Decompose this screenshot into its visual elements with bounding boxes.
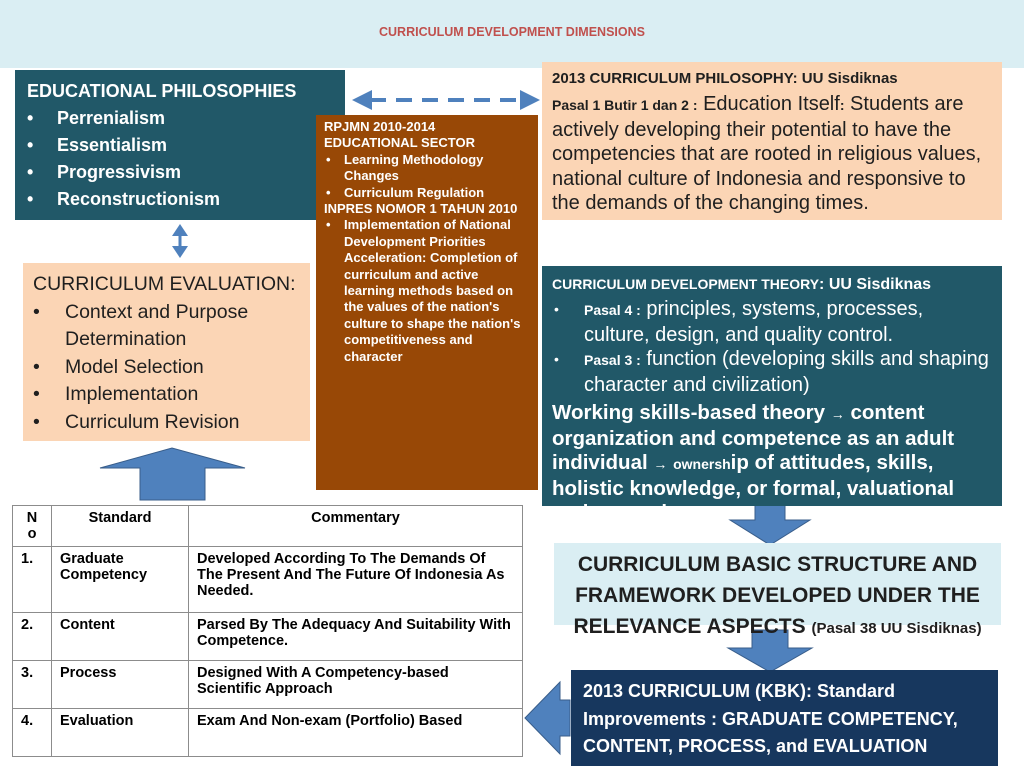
row-standard: Graduate Competency <box>52 547 189 613</box>
header-commentary: Commentary <box>189 506 523 547</box>
big-up-arrow <box>100 448 245 500</box>
row-commentary: Exam And Non-exam (Portfolio) Based <box>189 709 523 757</box>
educational-philosophies-box <box>15 70 345 220</box>
basic-structure-ref: (Pasal 38 UU Sisdiknas) <box>811 620 982 637</box>
evaluation-list <box>33 299 300 437</box>
evaluation-title: CURRICULUM EVALUATION: <box>33 273 296 295</box>
theory-title-prefix: CURRICULUM DEVELOPMENT THEORY <box>552 276 820 292</box>
row-commentary: Parsed By The Adequacy And Suitability With Competence. <box>189 613 523 661</box>
header-standard: Standard <box>52 506 189 547</box>
list-item <box>584 347 992 397</box>
list-item: • Curriculum Regulation <box>344 185 530 201</box>
table-row <box>13 613 523 661</box>
rpjmn-title: RPJMN 2010-2014 <box>324 119 436 134</box>
list-item: • Implementation of National Development Priorities Acceleration: Completion of curriculum and active learning methods based on the values of the nation's culture to shape the nation's competitiveness and character <box>344 217 530 365</box>
list-item: • Essentialism <box>57 132 333 159</box>
kbk-line1: 2013 CURRICULUM (KBK): Standard <box>583 681 896 701</box>
list-item: • Implementation <box>65 381 300 409</box>
list-item: • Curriculum Revision <box>65 409 300 437</box>
basic-structure-box <box>554 543 1001 638</box>
kbk-line3: CONTENT, PROCESS, and EVALUATION <box>583 736 928 756</box>
row-standard: Process <box>52 661 189 709</box>
arrowhead-right <box>520 90 540 110</box>
education-definition: Students are actively developing their potential to have the competencies that are rooted in religious values, national culture of Indonesia and responsive to the demands of the changing times. <box>552 93 982 214</box>
table-row <box>13 661 523 709</box>
ws-part3: ownersh <box>673 456 731 472</box>
curriculum-2013-philosophy-box <box>542 62 1002 220</box>
pasal3-text: function (developing skills and shaping character and civilization) <box>584 348 989 396</box>
row-standard: Evaluation <box>52 709 189 757</box>
kbk-line2: Improvements : GRADUATE COMPETENCY, <box>583 708 958 729</box>
arrowhead-left <box>352 90 372 110</box>
inpres-list <box>324 217 530 365</box>
row-no: 3. <box>13 661 52 709</box>
row-standard: Content <box>52 613 189 661</box>
row-no: 1. <box>13 547 52 613</box>
working-skills-theory <box>552 401 992 526</box>
philosophies-list <box>27 105 333 213</box>
rpjmn-sector: EDUCATIONAL SECTOR <box>324 135 475 151</box>
theory-list <box>552 297 992 397</box>
heading-colon: : <box>839 97 845 113</box>
pasal4-text: principles, systems, processes, culture, design, and quality control. <box>584 298 924 346</box>
row-no: 2. <box>13 613 52 661</box>
list-item: • Reconstructionism <box>57 186 333 213</box>
inpres-title: INPRES NOMOR 1 TAHUN 2010 <box>324 201 518 217</box>
list-item: • Context and Purpose Determination <box>65 299 300 354</box>
row-commentary: Designed With A Competency-based Scientific Approach <box>189 661 523 709</box>
basic-structure-text: CURRICULUM BASIC STRUCTURE AND FRAMEWORK DEVELOPED UNDER THE RELEVANCE ASPECTS <box>573 553 980 638</box>
table-row <box>13 547 523 613</box>
ws-part4: ip of attitudes, skills, holistic knowledge, or formal, valuational and praxeology <box>552 451 955 524</box>
arrow-glyph: → <box>830 406 845 422</box>
arrowhead-up <box>172 224 188 236</box>
theory-title <box>552 272 992 297</box>
ws-part1: Working skills-based theory <box>552 401 826 424</box>
kbk-box <box>571 670 998 766</box>
header-no: N o <box>13 506 52 547</box>
curriculum-2013-body <box>552 92 992 216</box>
row-commentary: Developed According To The Demands Of The Present And The Future Of Indonesia As Needed. <box>189 547 523 613</box>
left-arrow <box>525 682 570 754</box>
pasal3-label: Pasal 3 : <box>584 352 641 368</box>
rpjmn-list <box>324 152 530 201</box>
arrow-glyph: → <box>653 456 668 472</box>
standards-table <box>12 505 523 757</box>
philosophies-title: EDUCATIONAL PHILOSOPHIES <box>27 81 297 101</box>
pasal-label: Pasal 1 Butir 1 dan 2 : <box>552 97 698 113</box>
list-item: • Model Selection <box>65 354 300 382</box>
theory-title-suffix: : UU Sisdiknas <box>819 276 932 293</box>
list-item <box>584 297 992 347</box>
list-item: • Learning Methodology Changes <box>344 152 530 185</box>
table-header-row <box>13 506 523 547</box>
curriculum-evaluation-box <box>23 263 310 441</box>
rpjmn-box <box>316 115 538 490</box>
curriculum-2013-title: 2013 CURRICULUM PHILOSOPHY: UU Sisdiknas <box>552 70 898 87</box>
list-item: • Perrenialism <box>57 105 333 132</box>
arrowhead-down <box>172 246 188 258</box>
ws-part2: content organization and competence as an adult individual <box>552 401 955 474</box>
list-item: • Progressivism <box>57 159 333 186</box>
pasal4-label: Pasal 4 : <box>584 302 641 318</box>
row-no: 4. <box>13 709 52 757</box>
table-row <box>13 709 523 757</box>
curriculum-development-theory-box <box>542 266 1002 524</box>
education-heading: Education Itself <box>703 93 840 115</box>
page-title: CURRICULUM DEVELOPMENT DIMENSIONS <box>379 25 645 39</box>
